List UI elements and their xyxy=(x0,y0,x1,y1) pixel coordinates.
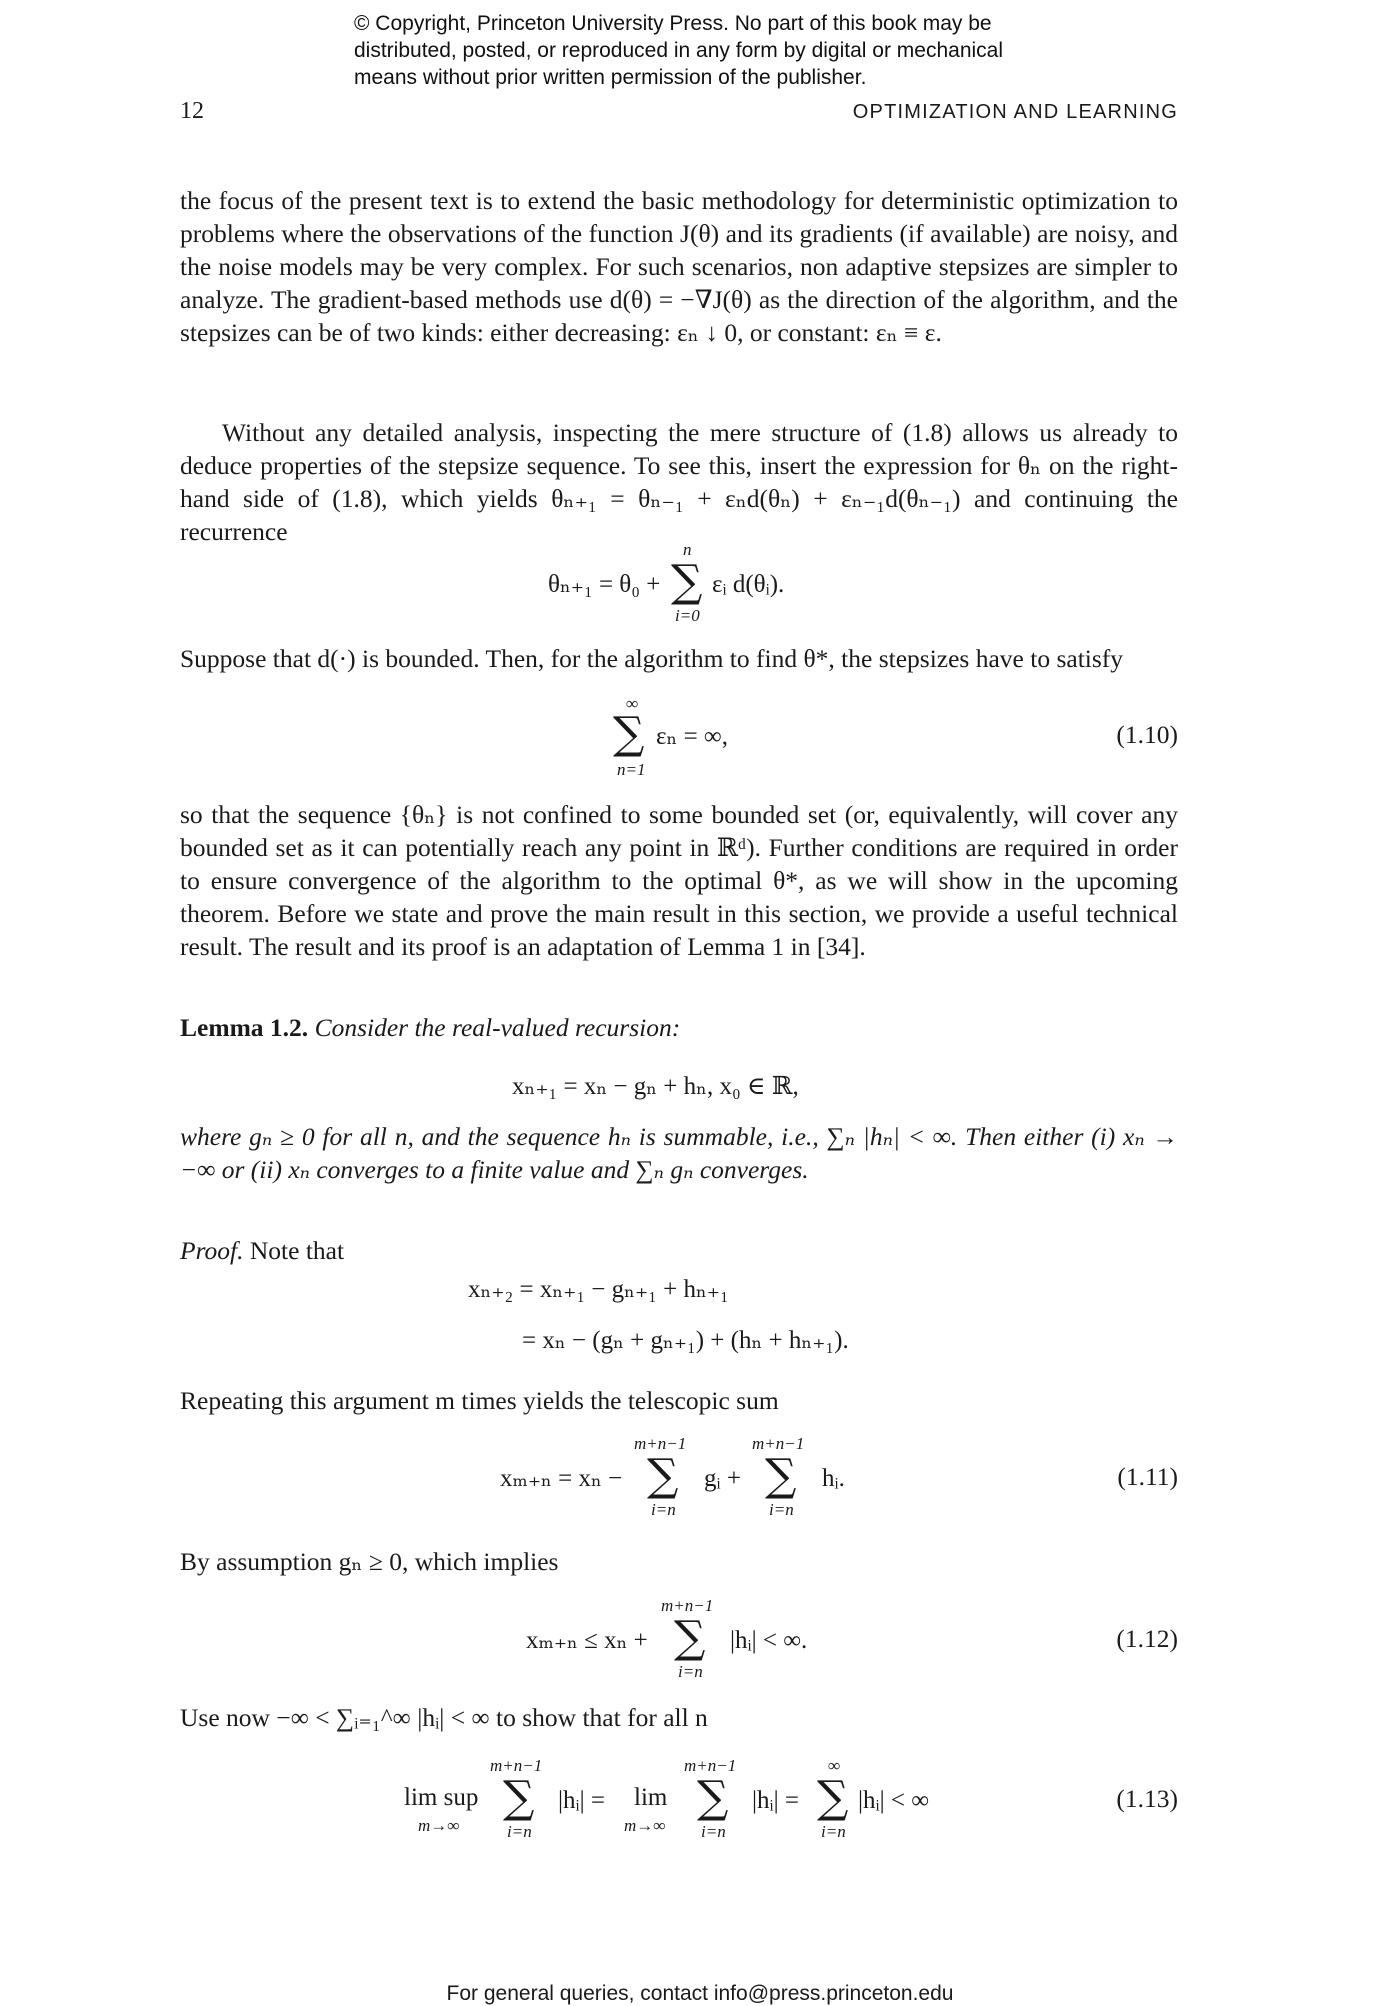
lemma-body: where gₙ ≥ 0 for all n, and the sequence hₙ is summable, i.e., ∑ₙ |hₙ| < ∞. Then either (i) xₙ → −∞ or (ii) xₙ converges to a finite value and ∑ₙ gₙ converges. xyxy=(180,1122,1178,1184)
sum-upper: n xyxy=(683,540,692,559)
summation-icon: ∑ xyxy=(697,1772,729,1823)
page-number: 12 xyxy=(180,98,204,124)
eq-rhs: hᵢ. xyxy=(822,1465,845,1492)
eq-rhs: εᵢ d(θᵢ). xyxy=(712,571,785,598)
eq-mid: |hᵢ| = xyxy=(558,1787,605,1814)
sum-lower: i=n xyxy=(678,1662,703,1681)
limsup-label: lim sup xyxy=(404,1784,479,1811)
sum-lower: n=1 xyxy=(617,760,646,779)
paragraph-assumption: By assumption gₙ ≥ 0, which implies xyxy=(180,1547,559,1576)
summation-icon: ∑ xyxy=(647,1450,679,1501)
lemma-heading xyxy=(180,1011,1178,1044)
lim-subscript: m→∞ xyxy=(624,1816,666,1835)
proof-heading xyxy=(180,1234,1178,1267)
sum-lower: i=n xyxy=(769,1500,794,1519)
proof-intro: Note that xyxy=(249,1236,345,1265)
equation-lemma-recursion: xₙ₊₁ = xₙ − gₙ + hₙ, x₀ ∈ ℝ, xyxy=(512,1073,799,1100)
summation-icon: ∑ xyxy=(671,556,703,607)
summation-icon: ∑ xyxy=(817,1772,849,1823)
sum-upper: m+n−1 xyxy=(490,1756,543,1775)
running-head: OPTIMIZATION AND LEARNING xyxy=(852,101,1178,123)
paragraph-use-now: Use now −∞ < ∑ᵢ₌₁^∞ |hᵢ| < ∞ to show that for all n xyxy=(180,1703,708,1732)
copyright-line: distributed, posted, or reproduced in any form by digital or mechanical xyxy=(354,39,1004,62)
lim-label: lim xyxy=(634,1784,668,1811)
summation-icon: ∑ xyxy=(503,1772,535,1823)
copyright-line: means without prior written permission of the publisher. xyxy=(354,66,867,89)
eq-mid: |hᵢ| = xyxy=(752,1787,799,1814)
eq-rhs: |hᵢ| < ∞ xyxy=(858,1787,930,1814)
equation-proof-line2: = xₙ − (gₙ + gₙ₊₁) + (hₙ + hₙ₊₁). xyxy=(522,1327,849,1354)
sum-lower: i=n xyxy=(821,1822,846,1841)
equation-number: (1.12) xyxy=(1116,1624,1178,1653)
sum-upper: m+n−1 xyxy=(752,1434,805,1453)
eq-rhs: εₙ = ∞, xyxy=(656,723,728,750)
footer-contact: For general queries, contact info@press.princeton.edu xyxy=(446,1982,954,2005)
paragraph-bounded: Suppose that d(·) is bounded. Then, for the algorithm to find θ*, the stepsizes have to satisfy xyxy=(180,644,1124,673)
copyright-line: © Copyright, Princeton University Press. No part of this book may be xyxy=(354,12,992,35)
paragraph-telescopic: Repeating this argument m times yields the telescopic sum xyxy=(180,1386,779,1415)
sum-lower: i=n xyxy=(701,1822,726,1841)
eq-lhs: xₘ₊ₙ = xₙ − xyxy=(500,1465,623,1492)
equation-number: (1.10) xyxy=(1116,720,1178,749)
eq-mid: gᵢ + xyxy=(704,1465,741,1492)
equation-number: (1.11) xyxy=(1117,1462,1178,1491)
eq-rhs: |hᵢ| < ∞. xyxy=(730,1627,808,1654)
equation-proof-line1: xₙ₊₂ = xₙ₊₁ − gₙ₊₁ + hₙ₊₁ xyxy=(468,1276,729,1303)
sum-lower: i=n xyxy=(651,1500,676,1519)
summation-icon: ∑ xyxy=(674,1612,706,1663)
proof-label: Proof. xyxy=(180,1236,244,1265)
sum-lower: i=0 xyxy=(675,606,700,625)
copyright-notice xyxy=(354,10,1114,91)
sum-upper: ∞ xyxy=(626,694,639,713)
limsup-subscript: m→∞ xyxy=(418,1816,460,1835)
eq-lhs: xₘ₊ₙ ≤ xₙ + xyxy=(526,1627,648,1654)
sum-upper: m+n−1 xyxy=(661,1596,714,1615)
paragraph-convergence: so that the sequence {θₙ} is not confined to some bounded set (or, equivalently, will cover any bounded set as it can potentially reach any point in ℝᵈ). Further conditions are required in order to ensure convergence of the algorithm to the optimal θ*, as we will show in the upcoming theorem. Before we state and prove the main result in this section, we provide a useful technical result. The result and its proof is an adaptation of Lemma 1 in [34]. xyxy=(180,800,1178,961)
sum-upper: m+n−1 xyxy=(684,1756,737,1775)
lemma-label: Lemma 1.2. xyxy=(180,1013,309,1042)
paragraph-intro: the focus of the present text is to extend the basic methodology for deterministic optimization to problems where the observations of the function J(θ) and its gradients (if available) are noisy, and the noise models may be very complex. For such scenarios, non adaptive stepsizes are simpler to analyze. The gradient-based methods use d(θ) = −∇J(θ) as the direction of the algorithm, and the stepsizes can be of two kinds: either decreasing: εₙ ↓ 0, or constant: εₙ ≡ ε. xyxy=(180,186,1178,347)
summation-icon: ∑ xyxy=(765,1450,797,1501)
summation-icon: ∑ xyxy=(613,708,645,759)
sum-lower: i=n xyxy=(507,1822,532,1841)
sum-upper: ∞ xyxy=(828,1756,841,1775)
eq-lhs: θₙ₊₁ = θ₀ + xyxy=(548,571,661,598)
equation-number: (1.13) xyxy=(1116,1784,1178,1813)
paragraph-stepsize: Without any detailed analysis, inspecting the mere structure of (1.8) allows us already to deduce properties of the stepsize sequence. To see this, insert the expression for θₙ on the right-hand side of (1.8), which yields θₙ₊₁ = θₙ₋₁ + εₙd(θₙ) + εₙ₋₁d(θₙ₋₁) and continuing the recurrence xyxy=(180,418,1178,546)
sum-upper: m+n−1 xyxy=(634,1434,687,1453)
lemma-intro: Consider the real-valued recursion: xyxy=(314,1013,681,1042)
